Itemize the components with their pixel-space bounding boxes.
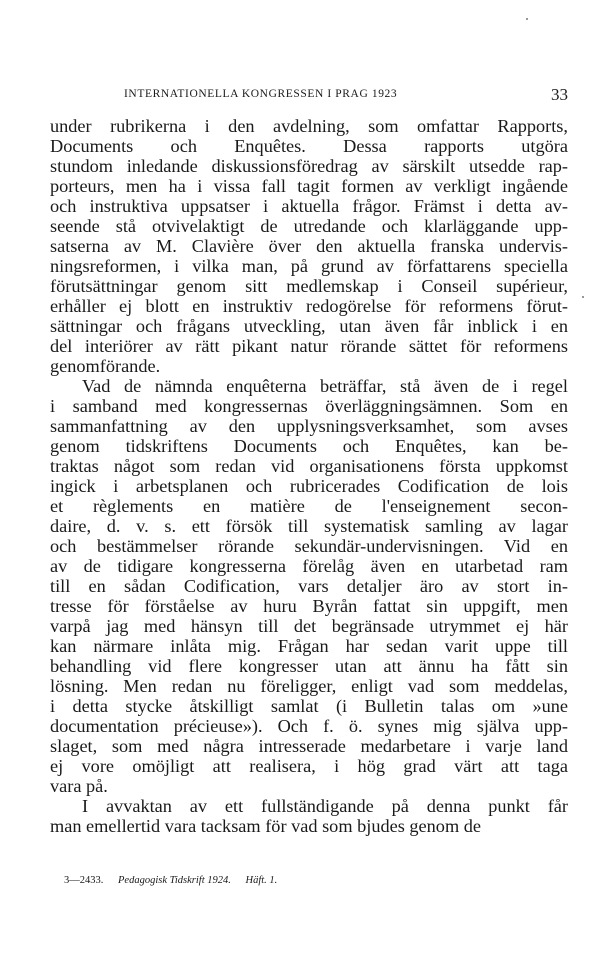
text-line: Documents och Enquêtes. Dessa rapports utgöra: [50, 136, 568, 156]
text-line: sättningar och frågans utveckling, utan även får inblick i en: [50, 316, 568, 336]
text-line: till en sådan Codification, vars detaljer äro av stort in-: [50, 576, 568, 596]
footer-note: [64, 875, 277, 886]
text-line: stundom inledande diskussionsföredrag av särskilt utsedde rap-: [50, 156, 568, 176]
text-line: genom tidskriftens Documents och Enquêtes, kan be-: [50, 436, 568, 456]
text-line: under rubrikerna i den avdelning, som omfattar Rapports,: [50, 116, 568, 136]
text-line: och bestämmelser rörande sekundär-undervisningen. Vid en: [50, 536, 568, 556]
text-line: sammanfattning av den upplysningsverksamhet, som avses: [50, 416, 568, 436]
text-line: varpå jag med hänsyn till det begränsade utrymmet ej här: [50, 616, 568, 636]
paragraph: [50, 116, 568, 376]
text-line: tresse för förståelse av huru Byrån fattat sin uppgift, men: [50, 596, 568, 616]
text-line: ej vore omöjligt att realisera, i hög grad värt att taga: [50, 756, 568, 776]
text-line: i samband med kongressernas överläggningsämnen. Som en: [50, 396, 568, 416]
text-line: daire, d. v. s. ett försök till systematisk samling av lagar: [50, 516, 568, 536]
text-line: och instruktiva uppsatser i aktuella frågor. Främst i detta av-: [50, 196, 568, 216]
scan-speck: [582, 296, 584, 298]
text-line: satserna av M. Clavière över den aktuella franska undervis-: [50, 236, 568, 256]
paragraph: [50, 376, 568, 796]
page-number: 33: [551, 85, 568, 104]
text-line: vara på.: [50, 776, 108, 796]
body-text: [50, 116, 568, 836]
issue-number: Häft. 1.: [245, 875, 278, 886]
text-line: porteurs, men ha i vissa fall tagit formen av verkligt ingående: [50, 176, 568, 196]
text-line: man emellertid vara tacksam för vad som bjudes genom de: [50, 816, 481, 836]
text-line: genomförande.: [50, 356, 161, 376]
text-line: av de tidigare kongresserna förelåg även en utarbetad ram: [50, 556, 568, 576]
paragraph: [50, 796, 568, 836]
text-line: ningsreformen, i vilka man, på grund av författarens speciella: [50, 256, 568, 276]
text-line: seende stå otvivelaktigt de utredande och klarläggande upp-: [50, 216, 568, 236]
running-title: INTERNATIONELLA KONGRESSEN I PRAG 1923: [124, 88, 398, 100]
text-line: kan närmare inlåta mig. Frågan har sedan varit uppe till: [50, 636, 568, 656]
text-line: erhåller ej blott en instruktiv redogörelse för reformens förut-: [50, 296, 568, 316]
text-line: Vad de nämnda enquêterna beträffar, stå även de i regel: [82, 376, 568, 396]
text-line: ingick i arbetsplanen och rubricerades Codification de lois: [50, 476, 568, 496]
printer-signature: 3—2433.: [64, 875, 104, 886]
text-line: slaget, som med några intresserade medarbetare i varje land: [50, 736, 568, 756]
text-line: et règlements en matière de l'enseignement secon-: [50, 496, 568, 516]
text-line: förutsättningar genom sitt medlemskap i Conseil supérieur,: [50, 276, 568, 296]
running-header: [124, 85, 568, 108]
text-line: lösning. Men redan nu föreligger, enligt vad som meddelas,: [50, 676, 568, 696]
text-line: behandling vid flere kongresser utan att ännu ha fått sin: [50, 656, 568, 676]
text-line: I avvaktan av ett fullständigande på denna punkt får: [82, 796, 568, 816]
journal-title: Pedagogisk Tidskrift 1924.: [118, 875, 231, 886]
scan-speck: [526, 18, 528, 20]
text-line: i detta stycke åtskilligt samlat (i Bulletin talas om »une: [50, 696, 568, 716]
text-line: del interiörer av rätt pikant natur rörande sättet för reformens: [50, 336, 568, 356]
text-line: traktas något som redan vid organisationens första uppkomst: [50, 456, 568, 476]
text-line: documentation précieuse»). Och f. ö. synes mig själva upp-: [50, 716, 568, 736]
